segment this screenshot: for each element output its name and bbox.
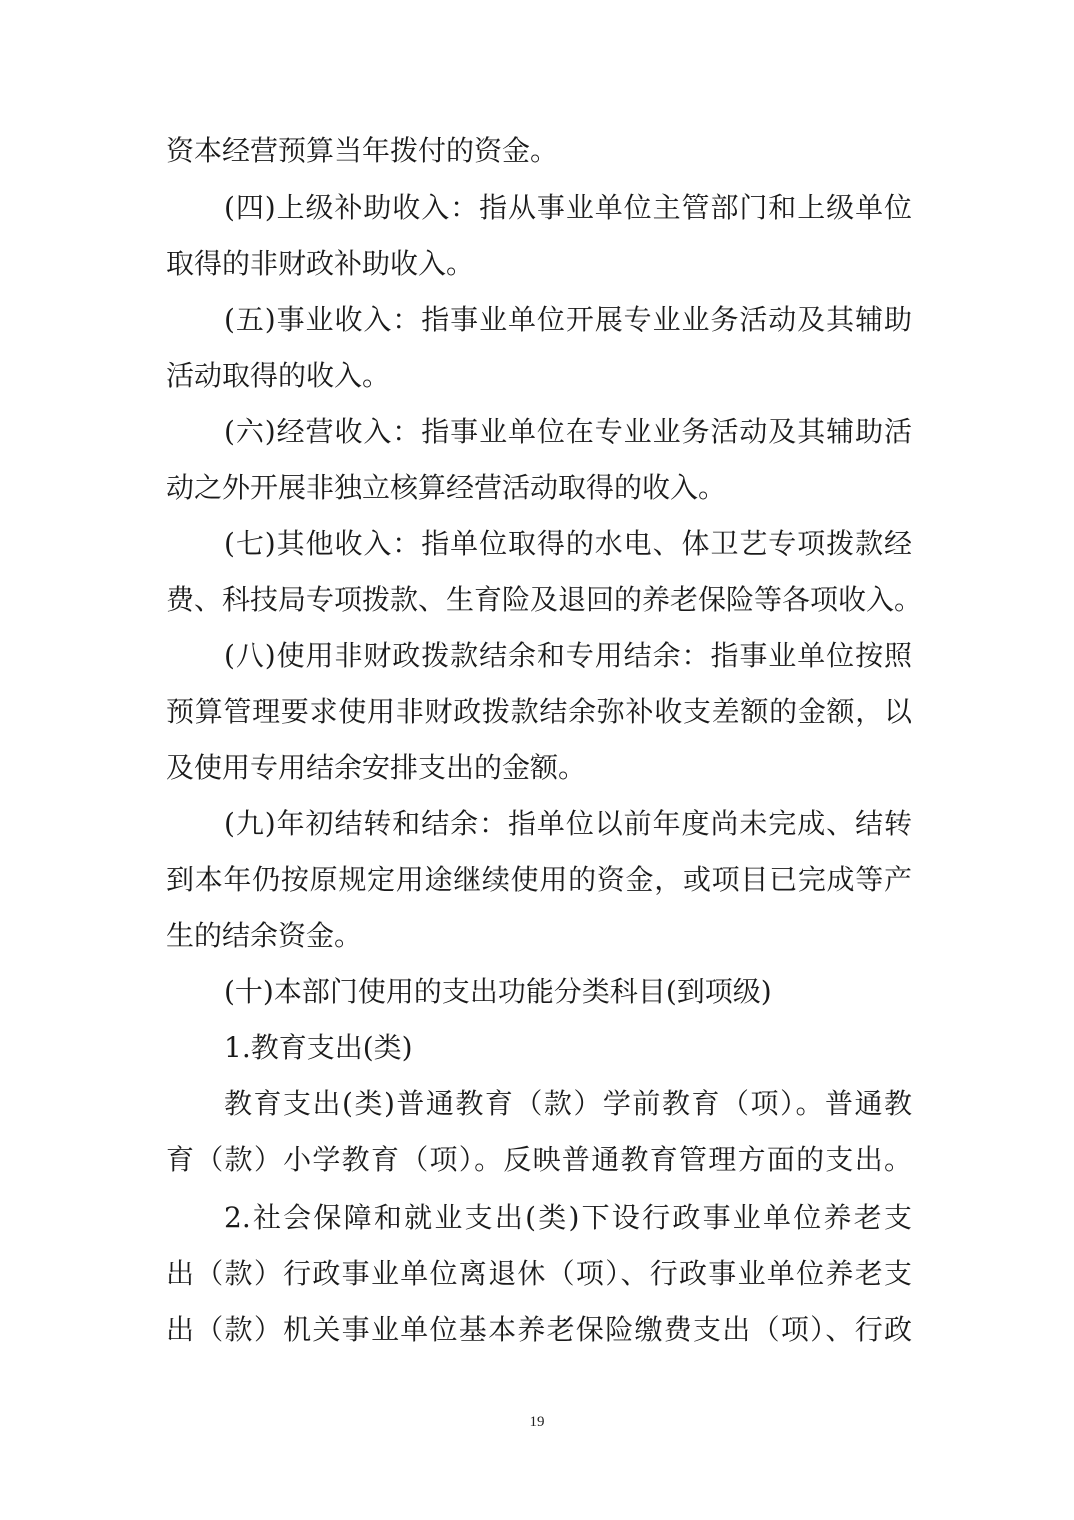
- page-number: 19: [529, 1414, 545, 1430]
- text-line: 活动取得的收入。: [166, 359, 391, 392]
- text-line: 资本经营预算当年拨付的资金。: [166, 134, 559, 167]
- subsection-heading: 1.教育支出(类): [224, 1031, 413, 1064]
- text-line: (七)其他收入：指单位取得的水电、体卫艺专项拨款经: [224, 527, 912, 560]
- text-line: 2.社会保障和就业支出(类)下设行政事业单位养老支: [224, 1201, 912, 1234]
- text-line: 取得的非财政补助收入。: [166, 247, 475, 280]
- text-line: 教育支出(类)普通教育（款）学前教育（项）。普通教: [224, 1087, 912, 1120]
- section-heading: (十)本部门使用的支出功能分类科目(到项级): [224, 975, 772, 1008]
- text-line: 育（款）小学教育（项）。反映普通教育管理方面的支出。: [166, 1143, 912, 1176]
- text-line: 到本年仍按原规定用途继续使用的资金，或项目已完成等产: [166, 863, 912, 896]
- text-line: 出（款）机关事业单位基本养老保险缴费支出（项）、行政: [166, 1313, 912, 1346]
- text-line: 生的结余资金。: [166, 919, 363, 952]
- text-line: 及使用专用结余安排支出的金额。: [166, 751, 587, 784]
- text-line: 动之外开展非独立核算经营活动取得的收入。: [166, 471, 727, 504]
- text-line: 费、科技局专项拨款、生育险及退回的养老保险等各项收入。: [166, 583, 923, 616]
- text-line: (八)使用非财政拨款结余和专用结余：指事业单位按照: [224, 639, 912, 672]
- text-line: (四)上级补助收入：指从事业单位主管部门和上级单位: [224, 191, 912, 224]
- text-line: (六)经营收入：指事业单位在专业业务活动及其辅助活: [224, 415, 912, 448]
- text-line: 出（款）行政事业单位离退休（项）、行政事业单位养老支: [166, 1257, 912, 1290]
- text-line: 预算管理要求使用非财政拨款结余弥补收支差额的金额，以: [166, 695, 912, 728]
- text-line: (九)年初结转和结余：指单位以前年度尚未完成、结转: [224, 807, 912, 840]
- text-line: (五)事业收入：指事业单位开展专业业务活动及其辅助: [224, 303, 912, 336]
